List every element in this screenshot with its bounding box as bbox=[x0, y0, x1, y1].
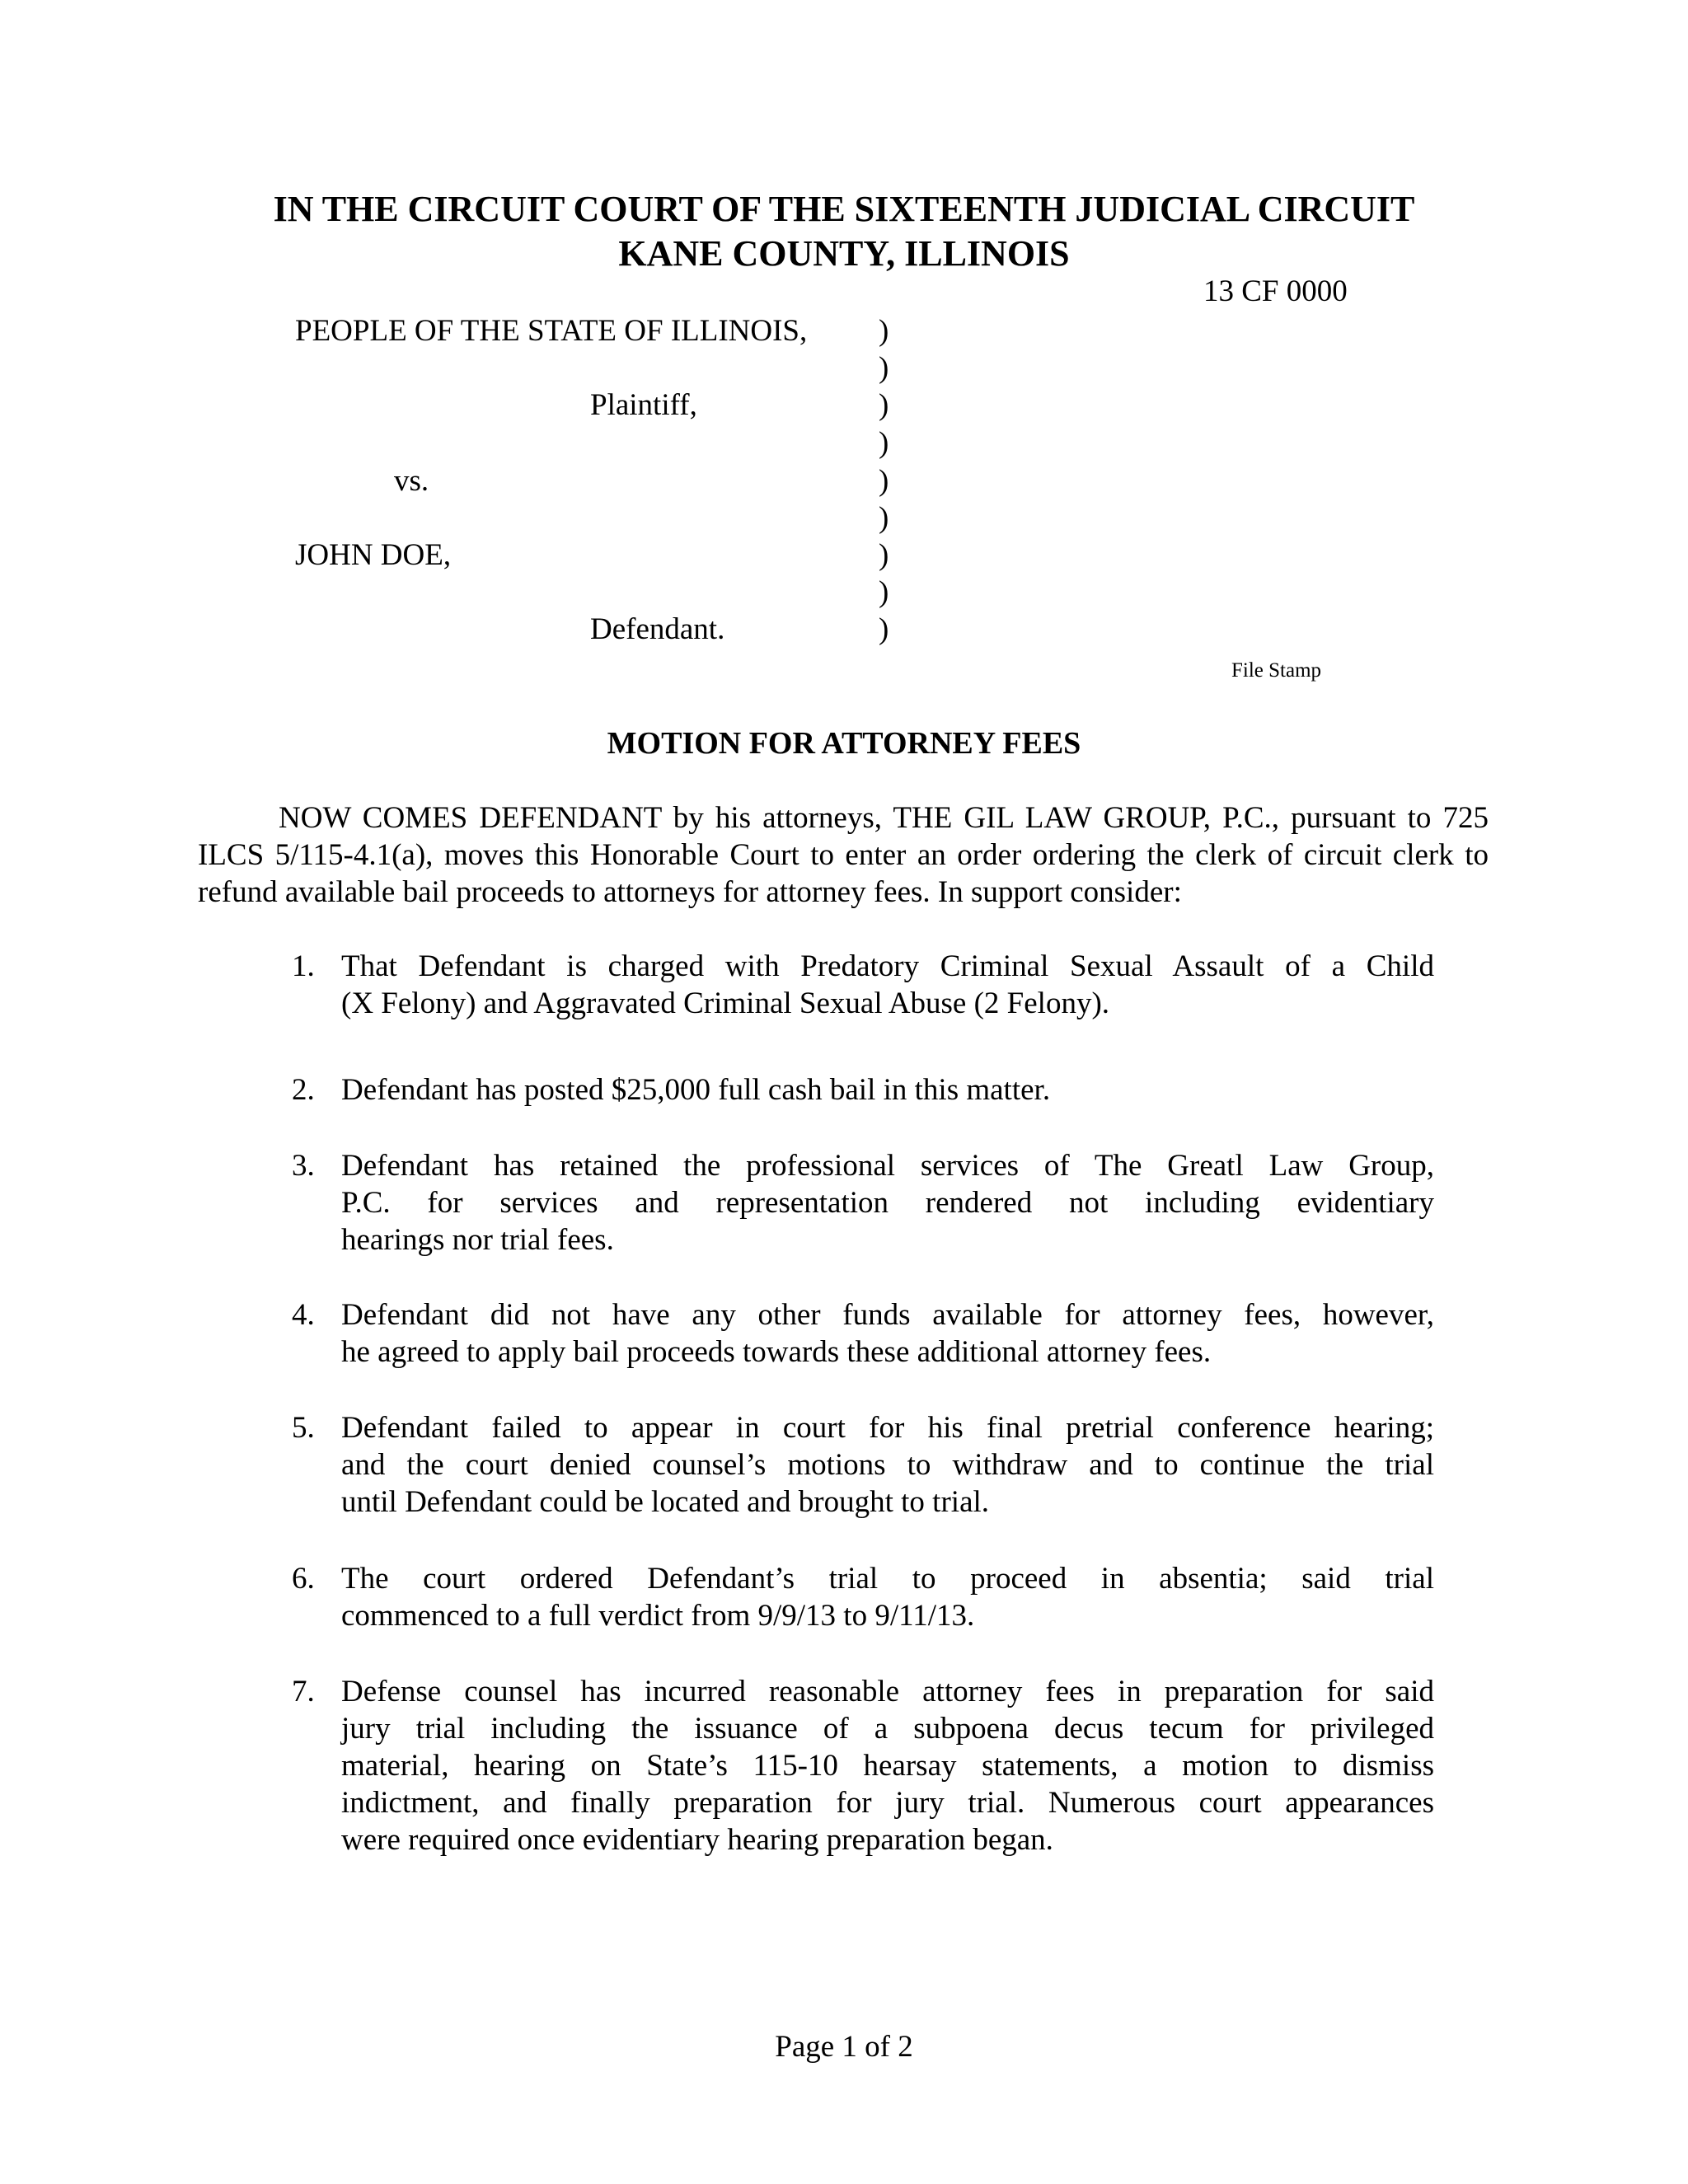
list-item-line: Defendant failed to appear in court for his final pretrial conference hearing; bbox=[341, 1411, 1434, 1445]
list-item-line: commenced to a full verdict from 9/9/13 to 9/11/13. bbox=[341, 1599, 975, 1633]
list-item-line: until Defendant could be located and brought to trial. bbox=[341, 1485, 990, 1519]
caption-bracket: ) bbox=[879, 351, 889, 385]
motion-title: MOTION FOR ATTORNEY FEES bbox=[607, 726, 1081, 761]
list-item-line: Defendant has posted $25,000 full cash bail in this matter. bbox=[341, 1073, 1051, 1107]
list-item-text bbox=[341, 1296, 1434, 1371]
plaintiff-name: PEOPLE OF THE STATE OF ILLINOIS, bbox=[295, 314, 808, 348]
caption-bracket: ) bbox=[879, 575, 889, 609]
list-item-text bbox=[341, 1673, 1434, 1858]
list-item-number: 6. bbox=[292, 1562, 315, 1596]
list-item-line: P.C. for services and representation rendered not including evidentiary bbox=[341, 1186, 1434, 1220]
caption-bracket: ) bbox=[879, 426, 889, 460]
file-stamp-label: File Stamp bbox=[1231, 659, 1322, 682]
list-item-line: The court ordered Defendant’s trial to proceed in absentia; said trial bbox=[341, 1562, 1434, 1596]
caption-bracket: ) bbox=[879, 464, 889, 498]
defendant-name: JOHN DOE, bbox=[295, 538, 452, 572]
list-item-text bbox=[341, 1409, 1434, 1521]
list-item-line: That Defendant is charged with Predatory Criminal Sexual Assault of a Child bbox=[341, 949, 1434, 983]
caption-bracket: ) bbox=[879, 538, 889, 572]
caption-bracket: ) bbox=[879, 314, 889, 348]
list-item-number: 7. bbox=[292, 1675, 315, 1708]
list-item-line: and the court denied counsel’s motions to withdraw and to continue the trial bbox=[341, 1448, 1434, 1482]
versus-label: vs. bbox=[394, 464, 429, 498]
list-item-line: hearings nor trial fees. bbox=[341, 1223, 614, 1257]
court-title-line2: KANE COUNTY, ILLINOIS bbox=[618, 233, 1070, 274]
list-item-line: material, hearing on State’s 115-10 hearsay statements, a motion to dismiss bbox=[341, 1749, 1434, 1783]
caption-bracket: ) bbox=[879, 388, 889, 422]
intro-paragraph bbox=[198, 799, 1489, 911]
caption-bracket: ) bbox=[879, 501, 889, 535]
list-item-text bbox=[341, 1147, 1434, 1258]
list-item-line: Defendant did not have any other funds available for attorney fees, however, bbox=[341, 1298, 1434, 1332]
list-item-number: 2. bbox=[292, 1073, 315, 1107]
list-item-line: jury trial including the issuance of a subpoena decus tecum for privileged bbox=[341, 1712, 1434, 1746]
case-number: 13 CF 0000 bbox=[1203, 274, 1348, 308]
list-item-text bbox=[341, 1071, 1434, 1108]
list-item-line: Defense counsel has incurred reasonable attorney fees in preparation for said bbox=[341, 1675, 1434, 1708]
list-item-number: 1. bbox=[292, 949, 315, 983]
caption-bracket: ) bbox=[879, 612, 889, 646]
list-item-text bbox=[341, 948, 1434, 1022]
list-item-line: indictment, and finally preparation for jury trial. Numerous court appearances bbox=[341, 1786, 1434, 1820]
list-item-line: Defendant has retained the professional services of The Greatl Law Group, bbox=[341, 1149, 1434, 1183]
list-item-text bbox=[341, 1560, 1434, 1634]
defendant-role: Defendant. bbox=[590, 612, 725, 646]
intro-text: NOW COMES DEFENDANT by his attorneys, THE GIL LAW GROUP, P.C., pursuant to 725 ILCS 5/115-4.1(a), moves this Honorable Court to enter an order ordering the clerk of circuit clerk to refund available bail proceeds to attorneys for attorney fees. In support consider: bbox=[198, 801, 1489, 909]
list-item-line: were required once evidentiary hearing preparation began. bbox=[341, 1823, 1053, 1857]
page-number: Page 1 of 2 bbox=[775, 2030, 913, 2064]
plaintiff-role: Plaintiff, bbox=[590, 388, 697, 422]
court-title-line1: IN THE CIRCUIT COURT OF THE SIXTEENTH JUDICIAL CIRCUIT bbox=[273, 189, 1415, 229]
list-item-line: (X Felony) and Aggravated Criminal Sexual Abuse (2 Felony). bbox=[341, 987, 1110, 1020]
list-item-number: 3. bbox=[292, 1149, 315, 1183]
list-item-line: he agreed to apply bail proceeds towards these additional attorney fees. bbox=[341, 1335, 1212, 1369]
list-item-number: 5. bbox=[292, 1411, 315, 1445]
list-item-number: 4. bbox=[292, 1298, 315, 1332]
